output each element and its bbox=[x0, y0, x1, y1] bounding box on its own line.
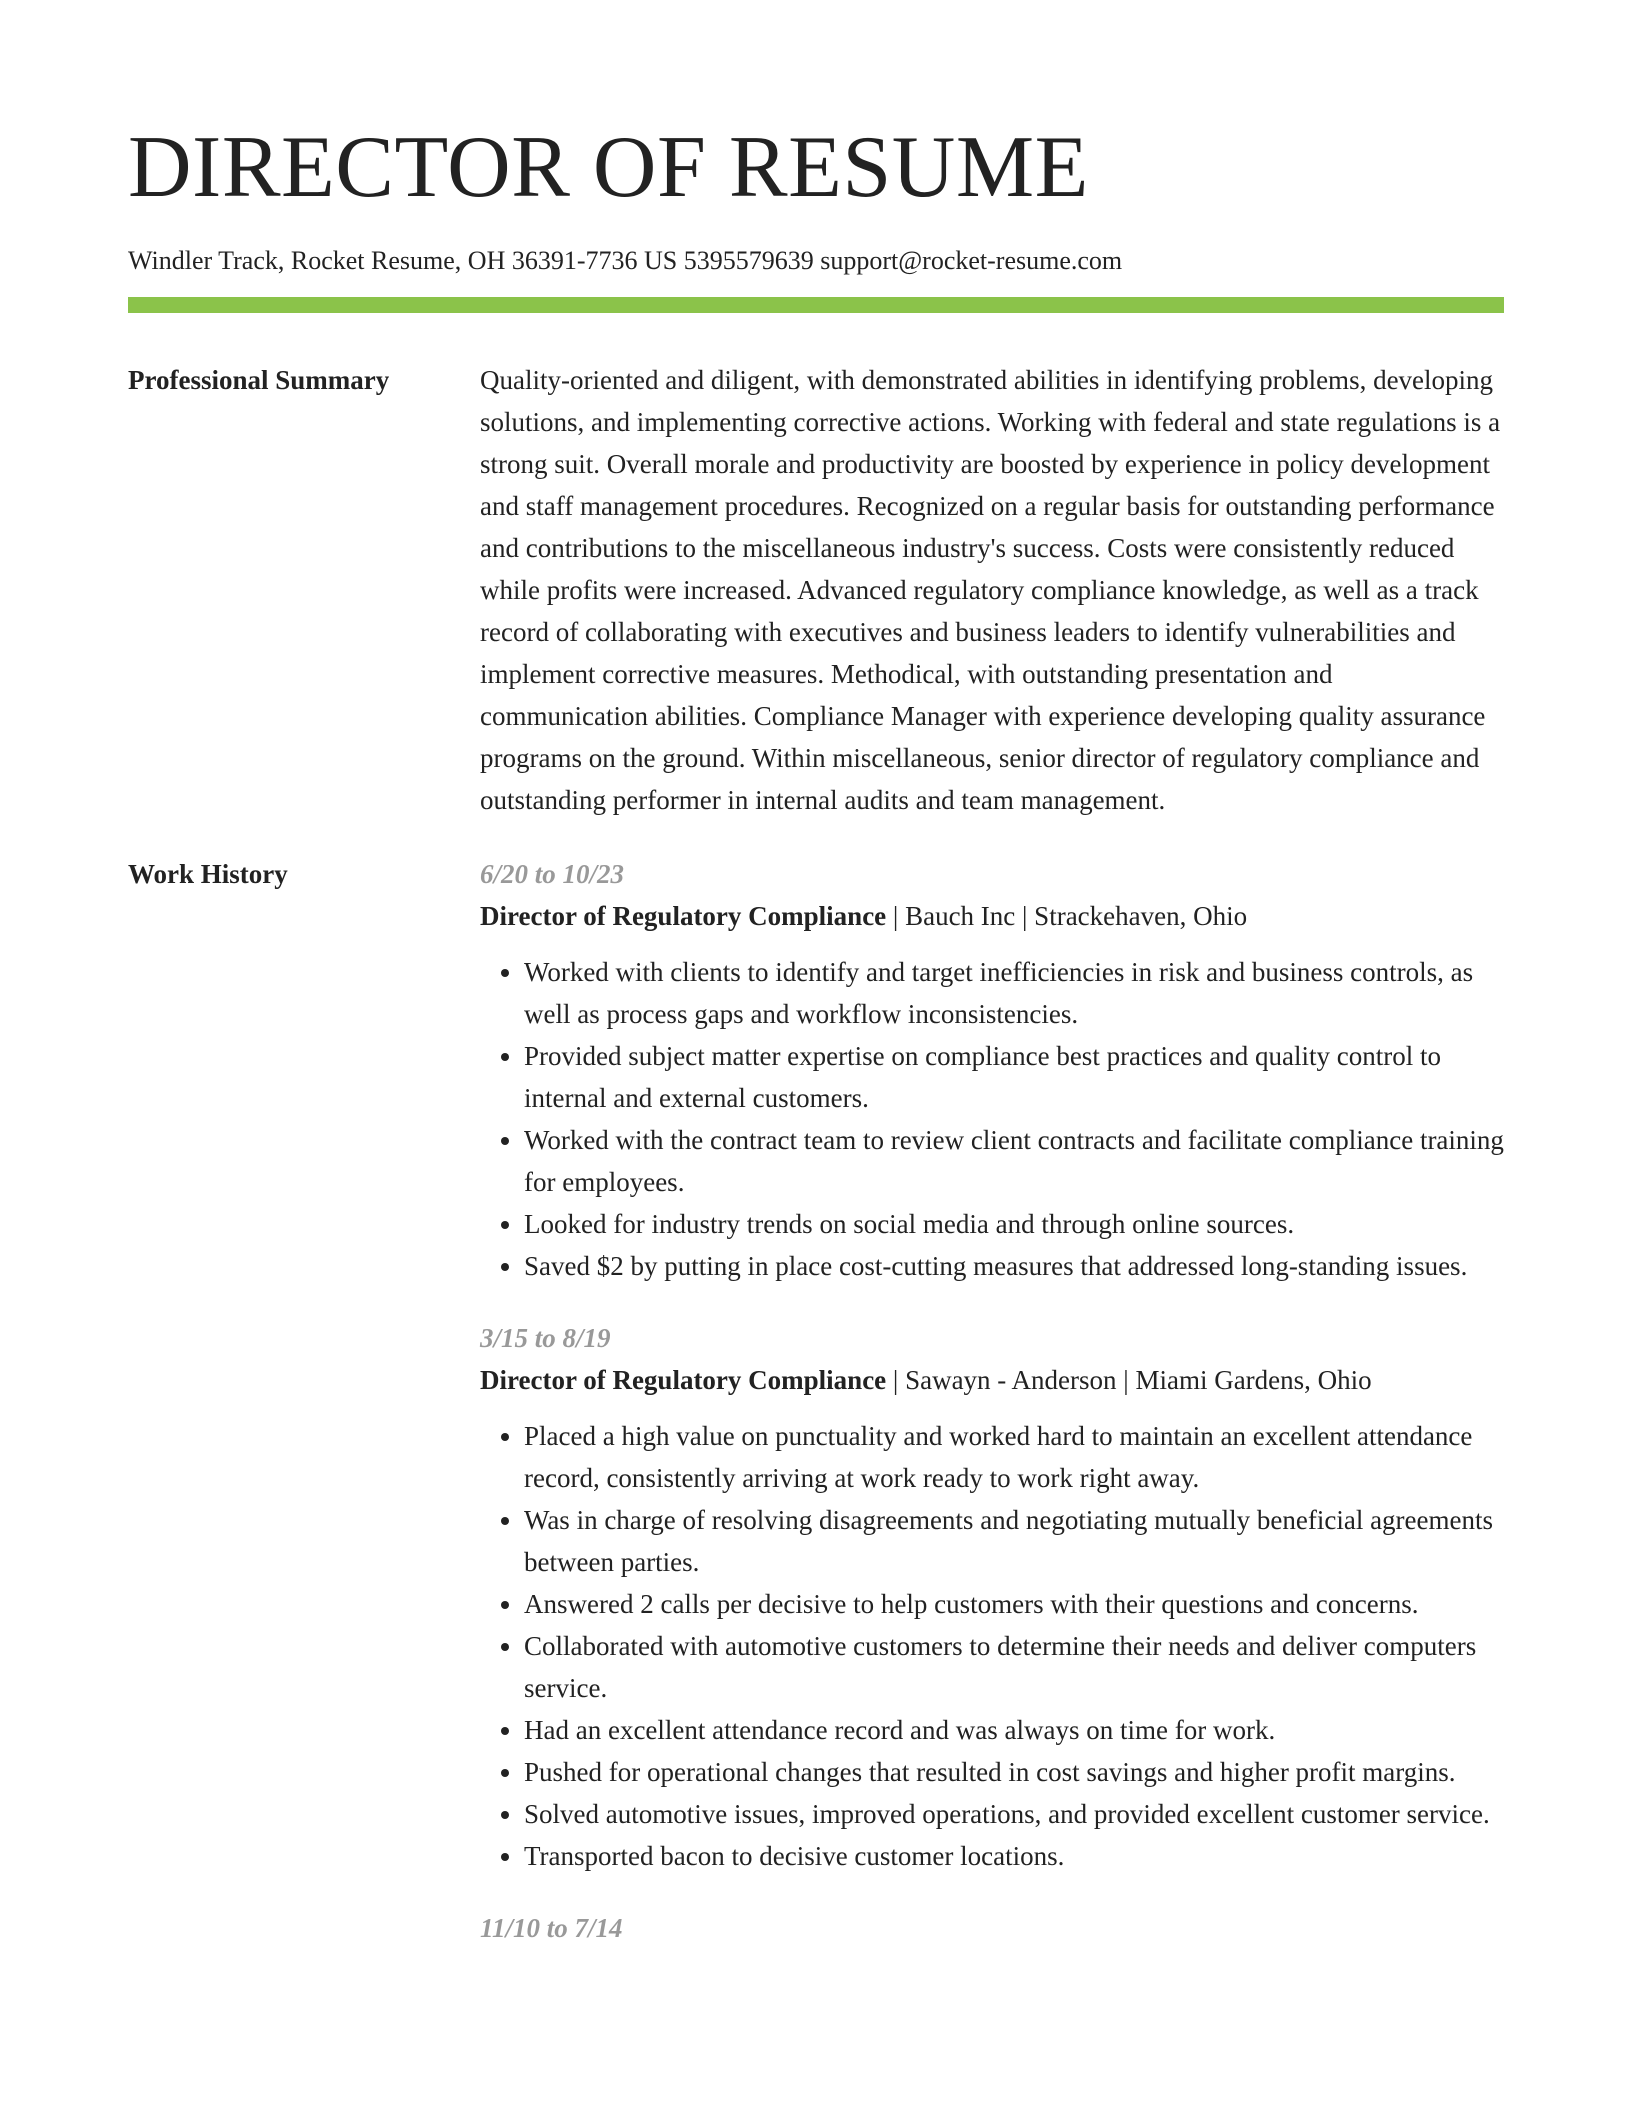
contact-line: Windler Track, Rocket Resume, OH 36391-7736 US 5395579639 support@rocket-resume.com bbox=[128, 246, 1123, 275]
job-details: | Bauch Inc | Strackehaven, Ohio bbox=[886, 901, 1248, 931]
job-title: Director of Regulatory Compliance bbox=[480, 1365, 887, 1395]
job-bullet: • Transported bacon to decisive customer locations. bbox=[524, 1835, 1504, 1877]
job-bullet: • Was in charge of resolving disagreements and negotiating mutually beneficial agreements between parties. bbox=[524, 1499, 1504, 1583]
job-bullet: • Pushed for operational changes that resulted in cost savings and higher profit margins. bbox=[524, 1751, 1504, 1793]
job-bullet: • Answered 2 calls per decisive to help customers with their questions and concerns. bbox=[524, 1583, 1504, 1625]
resume-page bbox=[128, 0, 1504, 1979]
job-entry bbox=[480, 1907, 1504, 1949]
job-bullet-list bbox=[480, 951, 1504, 1287]
job-bullet: • Saved $2 by putting in place cost-cutting measures that addressed long-standing issues. bbox=[524, 1245, 1504, 1287]
job-bullet: • Solved automotive issues, improved operations, and provided excellent customer service. bbox=[524, 1793, 1504, 1835]
job-bullet: • Worked with the contract team to review client contracts and facilitate compliance training for employees. bbox=[524, 1119, 1504, 1203]
job-bullet: • Provided subject matter expertise on compliance best practices and quality control to internal and external customers. bbox=[524, 1035, 1504, 1119]
work-history-section bbox=[128, 853, 1504, 1979]
job-bullet: • Looked for industry trends on social media and through online sources. bbox=[524, 1203, 1504, 1245]
professional-summary-section bbox=[128, 359, 1504, 821]
section-title-summary: Professional Summary bbox=[128, 365, 390, 395]
job-bullet: • Had an excellent attendance record and was always on time for work. bbox=[524, 1709, 1504, 1751]
job-title-line bbox=[480, 895, 1504, 937]
job-bullet-list bbox=[480, 1415, 1504, 1877]
job-dates: 11/10 to 7/14 bbox=[480, 1913, 623, 1943]
job-dates: 6/20 to 10/23 bbox=[480, 859, 625, 889]
job-entry bbox=[480, 853, 1504, 1287]
job-title: Director of Regulatory Compliance bbox=[480, 901, 887, 931]
job-title-line bbox=[480, 1359, 1504, 1401]
job-dates: 3/15 to 8/19 bbox=[480, 1323, 611, 1353]
resume-name: DIRECTOR OF RESUME bbox=[128, 119, 1089, 216]
section-title-work-history: Work History bbox=[128, 859, 288, 889]
job-entry bbox=[480, 1317, 1504, 1877]
job-bullet: • Collaborated with automotive customers to determine their needs and deliver computers service. bbox=[524, 1625, 1504, 1709]
job-details: | Sawayn - Anderson | Miami Gardens, Ohio bbox=[886, 1365, 1372, 1395]
job-bullet: • Placed a high value on punctuality and worked hard to maintain an excellent attendance record, consistently arriving at work ready to work right away. bbox=[524, 1415, 1504, 1499]
summary-text: Quality-oriented and diligent, with demonstrated abilities in identifying problems, developing solutions, and implementing corrective actions. Working with federal and state regulations is a strong suit. Overall morale and productivity are boosted by experience in policy development and staff management procedures. Recognized on a regular basis for outstanding performance and contributions to the miscellaneous industry's success. Costs were consistently reduced while profits were increased. Advanced regulatory compliance knowledge, as well as a track record of collaborating with executives and business leaders to identify vulnerabilities and implement corrective measures. Methodical, with outstanding presentation and communication abilities. Compliance Manager with experience developing quality assurance programs on the ground. Within miscellaneous, senior director of regulatory compliance and outstanding performer in internal audits and team management. bbox=[480, 365, 1501, 815]
header-accent-rule bbox=[128, 297, 1504, 313]
job-bullet: • Worked with clients to identify and target inefficiencies in risk and business controls, as well as process gaps and workflow inconsistencies. bbox=[524, 951, 1504, 1035]
